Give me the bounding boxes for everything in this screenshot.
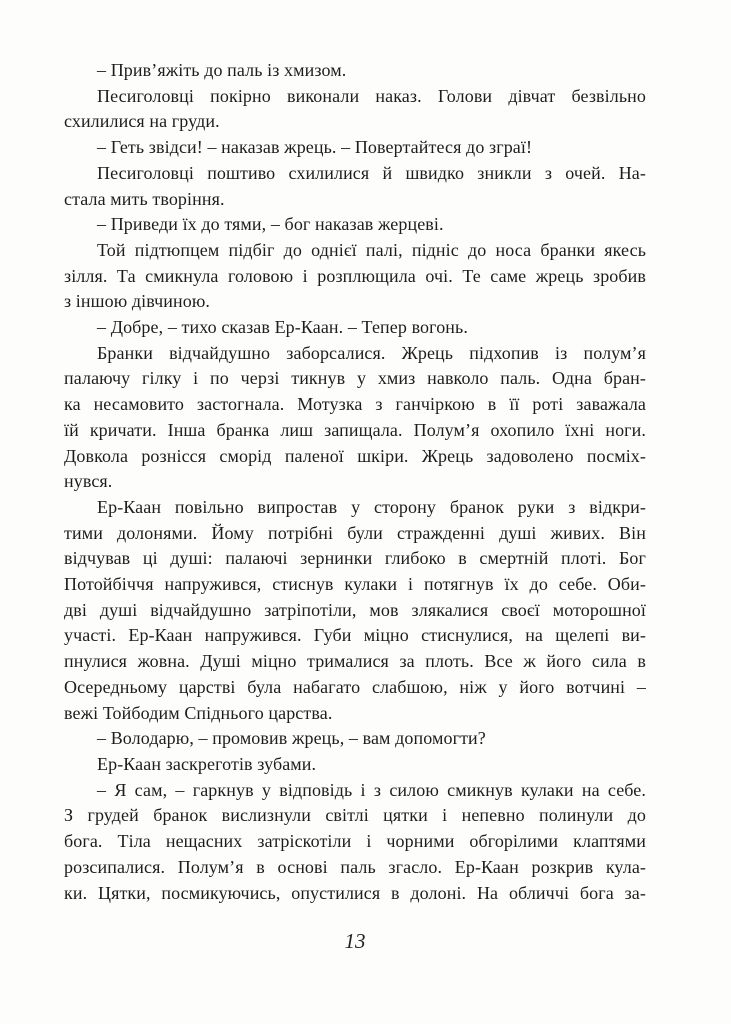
paragraph (64, 58, 646, 84)
text-line: нувся. (64, 471, 113, 492)
text-line: – Прив’яжіть до паль із хмизом. (97, 60, 347, 80)
paragraph (64, 315, 646, 341)
text-line: палаючу гілку і по черзі тикнув у хмиз навколо паль. Одна бран- (64, 368, 646, 389)
text-line: – Приведи їх до тями, – бог наказав жерцеві. (97, 214, 444, 235)
text-line: схилилися на груди. (64, 111, 220, 132)
text-line: Той підтюпцем підбіг до однієї палі, підніс до носа бранки якесь (97, 239, 646, 260)
text-line: Бранки відчайдушно заборсалися. Жрець підхопив із полум’я (97, 342, 646, 363)
paragraph (64, 161, 646, 212)
text-line: стала мить творіння. (64, 188, 225, 209)
paragraph (64, 238, 646, 315)
text-line: пнулися жовна. Душі міцно трималися за плоть. Все ж його сила в (64, 651, 646, 672)
text-line: З грудей бранок вислизнули світлі цятки і непевно полинули до (64, 805, 646, 826)
text-line: Песиголовці покірно виконали наказ. Голови дівчат безвільно (97, 85, 646, 106)
text-line: Ер-Каан заскреготів зубами. (97, 753, 317, 774)
text-line: – Володарю, – промовив жрець, – вам допомогти? (97, 728, 486, 749)
paragraph (64, 726, 646, 752)
page-text (64, 58, 646, 906)
paragraph (64, 778, 646, 907)
text-line: бога. Тіла нещасних затріскотіли і чорними обгорілими клаптями (64, 831, 646, 852)
text-line: відчував ці душі: палаючі зернинки глибоко в смертній плоті. Бог (64, 548, 646, 569)
text-line: Потойбіччя напружився, стиснув кулаки і потягнув їх до себе. Оби- (64, 574, 646, 595)
text-line: з іншою дівчиною. (64, 291, 210, 312)
text-line: тими долонями. Йому потрібні були стражденні душі живих. Він (64, 522, 646, 543)
text-line: участі. Ер-Каан напружився. Губи міцно стиснулися, на щелепі ви- (64, 625, 646, 646)
text-line: ка несамовито застогнала. Мотузка з ганчіркою в її роті заважала (64, 394, 646, 415)
paragraph (64, 495, 646, 726)
paragraph (64, 212, 646, 238)
text-line: Песиголовці поштиво схилилися й швидко зникли з очей. На- (97, 162, 646, 183)
text-line: – Геть звідси! – наказав жрець. – Повертайтеся до зграї! (97, 137, 533, 158)
text-line: зілля. Та смикнула головою і розплющила очі. Те саме жрець зробив (64, 265, 646, 286)
text-line: вежі Тойбодим Спіднього царства. (64, 702, 333, 723)
text-line: – Добре, – тихо сказав Ер-Каан. – Тепер вогонь. (97, 317, 468, 338)
paragraph (64, 135, 646, 161)
paragraph (64, 752, 646, 778)
text-line: Довкола рознісся сморід паленої шкіри. Жрець задоволено посміх- (64, 445, 646, 466)
text-line: Осередньому царстві була набагато слабшою, ніж у його вотчині – (64, 676, 646, 697)
text-line: розсипалися. Полум’я в основі паль згасло. Ер-Каан розкрив кула- (64, 856, 646, 877)
text-line: ки. Цятки, посмикуючись, опустилися в долоні. На обличчі бога за- (64, 882, 646, 903)
paragraph (64, 341, 646, 495)
text-line: Ер-Каан повільно випростав у сторону бранок руки з відкри- (97, 496, 646, 517)
paragraph (64, 84, 646, 135)
text-line: – Я сам, – гаркнув у відповідь і з силою смикнув кулаки на себе. (97, 779, 646, 800)
page-number: 13 (344, 929, 366, 953)
text-line: дві душі відчайдушно затріпотіли, мов злякалися своєї моторошної (64, 599, 646, 620)
text-line: їй кричати. Інша бранка лиш запищала. Полум’я охопило їхні ноги. (64, 419, 646, 440)
